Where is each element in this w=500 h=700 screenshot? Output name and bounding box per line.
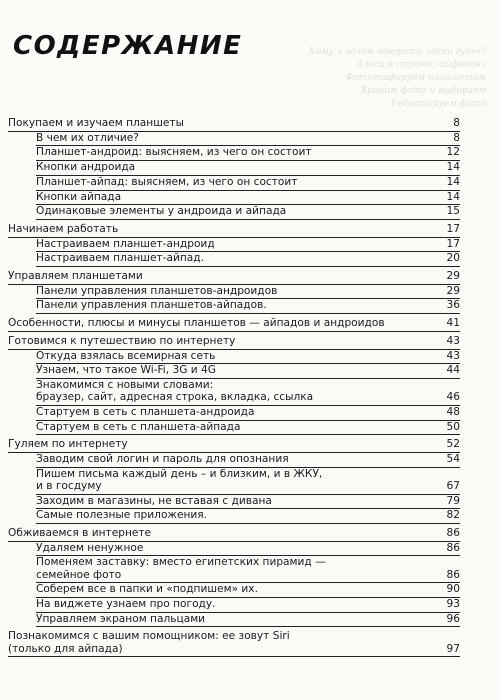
- toc-subsection: [36, 556, 460, 583]
- toc-page-number: 86: [446, 526, 460, 539]
- toc-page-number: 17: [446, 237, 460, 250]
- toc-page-number: 41: [446, 317, 460, 330]
- toc-entry-title: Панели управления планшетов-андроидов: [36, 284, 278, 297]
- toc-entry-title: На виджете узнаем про погоду.: [36, 598, 216, 610]
- toc-page-number: 29: [446, 270, 460, 283]
- toc-subsection: [36, 132, 460, 147]
- toc-page-number: 54: [446, 452, 460, 465]
- toc-section: [8, 270, 460, 285]
- toc-subsection: [36, 299, 460, 314]
- toc-page-number: 14: [446, 161, 460, 174]
- toc-subsection: [36, 542, 460, 557]
- toc-page-number: 15: [446, 205, 460, 218]
- toc-entry-title: Готовимся к путешествию по интернету: [8, 334, 236, 347]
- toc-page-number: 44: [446, 364, 460, 377]
- bleed-line: Кому и зачем говорить «окей гугл»?: [308, 47, 486, 57]
- toc-subsection: [36, 453, 460, 468]
- toc-subsection: [36, 146, 460, 161]
- toc-subsection: [36, 191, 460, 206]
- toc-section: [8, 223, 460, 238]
- toc-entry-title: Управляем планшетами: [8, 270, 143, 283]
- toc-page-number: 8: [453, 131, 460, 144]
- toc-section: [8, 317, 460, 332]
- toc-page-number: 48: [446, 405, 460, 418]
- bleed-line: Храним фото и выбираем: [360, 86, 486, 96]
- toc-section: [8, 527, 460, 542]
- bleed-through-text: [266, 46, 486, 111]
- toc-page-number: 86: [446, 541, 460, 554]
- toc-entry-title: Самые полезные приложения.: [36, 509, 208, 522]
- toc-page-number: 50: [446, 420, 460, 433]
- table-of-contents: [8, 117, 460, 657]
- toc-page-number: 86: [446, 568, 460, 581]
- toc-entry-title: Заводим свой логин и пароль для опознания: [36, 452, 289, 465]
- toc-page-number: 97: [446, 642, 460, 655]
- toc-section: [8, 438, 460, 453]
- toc-subsection: [36, 379, 460, 406]
- toc-page-number: 96: [446, 612, 460, 625]
- toc-entry-title: Знакомимся с новыми словами: браузер, сайт, адресная строка, вкладка, ссылка: [36, 378, 314, 404]
- toc-entry-title: Кнопки айпада: [36, 190, 122, 203]
- toc-entry-title: Заходим в магазины, не вставая с дивана: [36, 494, 272, 507]
- toc-entry-title: Соберем все в папки и «подпишем» их.: [36, 583, 258, 596]
- toc-entry-title: Одинаковые элементы у андроида и айпада: [36, 205, 287, 218]
- toc-entry-title: Планшет-андроид: выясняем, из чего он состоит: [36, 146, 312, 159]
- toc-section: [8, 117, 460, 132]
- toc-page-number: 90: [446, 583, 460, 596]
- toc-entry-title: Панели управления планшетов-айпадов.: [36, 299, 267, 312]
- bleed-line: Фотографируем планшетом: [345, 73, 486, 83]
- toc-entry-title: Гуляем по интернету: [8, 438, 128, 451]
- toc-entry-title: Кнопки андроида: [36, 161, 136, 174]
- toc-page-number: 79: [446, 494, 460, 507]
- toc-entry-title: Планшет-айпад: выясняем, из чего он состоит: [36, 175, 298, 188]
- toc-page-number: 36: [446, 299, 460, 312]
- toc-subsection: [36, 176, 460, 191]
- toc-entry-title: Начинаем работать: [8, 222, 119, 235]
- toc-entry-title: В чем их отличие?: [36, 131, 139, 144]
- toc-page-number: 20: [446, 252, 460, 265]
- toc-subsection: [36, 598, 460, 613]
- toc-entry-title: Узнаем, что такое Wi-Fi, 3G и 4G: [36, 364, 216, 377]
- toc-page-number: 12: [446, 146, 460, 159]
- toc-entry-title: Поменяем заставку: вместо египетских пирамид — семейное фото: [36, 556, 326, 581]
- toc-page-number: 14: [446, 190, 460, 203]
- toc-page-number: 67: [446, 479, 460, 492]
- toc-page-number: 43: [446, 334, 460, 347]
- toc-page-number: 8: [453, 117, 460, 129]
- toc-entry-title: Настраиваем планшет-андроид: [36, 237, 215, 250]
- bleed-line: Редактируем фото: [390, 99, 486, 109]
- toc-subsection: [36, 161, 460, 176]
- toc-subsection: [36, 252, 460, 267]
- toc-entry-title: Стартуем в сеть с планшета-андроида: [36, 405, 255, 418]
- toc-entry-title: Удаляем ненужное: [36, 541, 144, 554]
- toc-subsection: [36, 406, 460, 421]
- toc-section: [8, 630, 460, 657]
- toc-subsection: [36, 205, 460, 220]
- toc-entry-title: Покупаем и изучаем планшеты: [8, 117, 184, 129]
- toc-page-number: 52: [446, 438, 460, 451]
- toc-subsection: [36, 350, 460, 365]
- toc-entry-title: Пишем письма каждый день – и близким, и в ЖКУ, и в госдуму: [36, 467, 323, 492]
- toc-subsection: [36, 613, 460, 628]
- toc-subsection: [36, 468, 460, 495]
- toc-entry-title: Откуда взялась всемирная сеть: [36, 349, 216, 362]
- toc-subsection: [36, 285, 460, 300]
- toc-subsection: [36, 495, 460, 510]
- toc-page-number: 82: [446, 509, 460, 522]
- toc-entry-title: Настраиваем планшет-айпад.: [36, 252, 204, 265]
- toc-entry-title: Стартуем в сеть с планшета-айпада: [36, 420, 241, 433]
- toc-subsection: [36, 509, 460, 524]
- toc-page-number: 43: [446, 349, 460, 362]
- page-title: СОДЕРЖАНИЕ: [13, 31, 243, 61]
- toc-entry-title: Особенности, плюсы и минусы планшетов — айпадов и андроидов: [8, 317, 385, 330]
- toc-subsection: [36, 583, 460, 598]
- toc-page-number: 46: [446, 391, 460, 404]
- toc-page-number: 93: [446, 598, 460, 610]
- toc-subsection: [36, 364, 460, 379]
- toc-subsection: [36, 238, 460, 253]
- toc-entry-title: Управляем экраном пальцами: [36, 612, 206, 625]
- bleed-line: Алиса в стране «айфонов»: [356, 60, 486, 70]
- toc-section: [8, 335, 460, 350]
- toc-page-number: 29: [446, 284, 460, 297]
- toc-entry-title: Обживаемся в интернете: [8, 526, 152, 539]
- toc-page-number: 14: [446, 175, 460, 188]
- toc-entry-title: Познакомимся с вашим помощником: ее зовут Siri (только для айпада): [8, 630, 290, 655]
- toc-subsection: [36, 421, 460, 436]
- toc-page-number: 17: [446, 222, 460, 235]
